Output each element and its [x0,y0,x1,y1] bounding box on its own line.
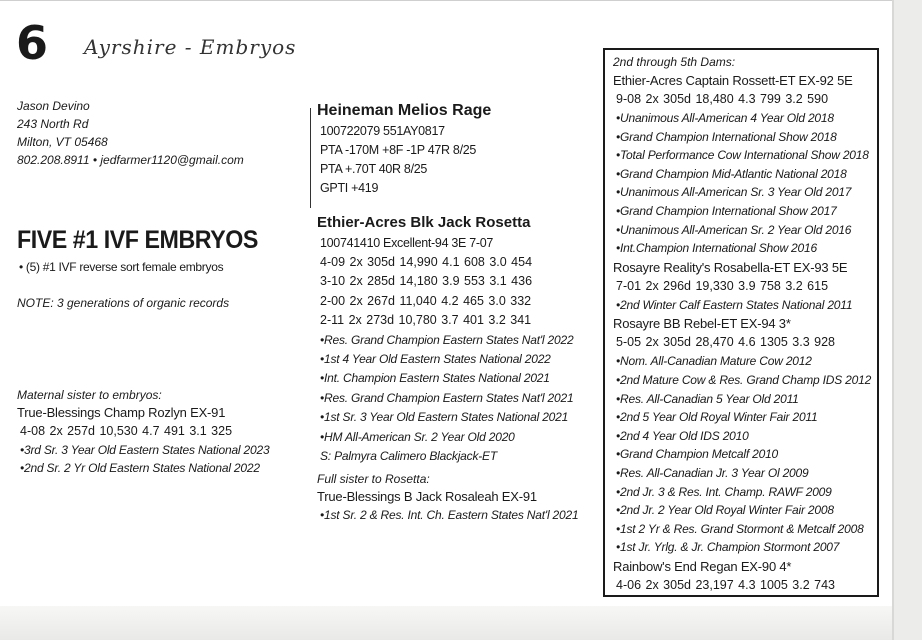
sire-info-line: PTA +.70T 40R 8/25 [320,162,428,176]
dam-4-honor: •2nd Jr. 3 & Res. Int. Champ. RAWF 2009 [616,484,832,499]
sire-info-line: GPTI +419 [320,181,379,195]
dam-2-honor: •Grand Champion International Show 2018 [616,129,837,144]
dam-4-honor: •Res. All-Canadian Jr. 3 Year Ol 2009 [616,465,809,480]
full-sister-block [317,471,578,524]
dams-box-caption: 2nd through 5th Dams: [613,55,736,69]
dam-3-record: 7-01 2x 296d 19,330 3.9 758 3.2 615 [616,278,829,293]
dam-4-honor: •1st 2 Yr & Res. Grand Stormont & Metcalf 2008 [616,521,864,536]
page-edge [892,0,894,640]
dam-4-honor: •Res. All-Canadian 5 Year Old 2011 [616,391,799,406]
consignor-address: 243 North Rd [17,117,89,131]
dam-honor: •HM All-American Sr. 2 Year Old 2020 [320,429,515,444]
consignor-contact: 802.208.8911 • jedfarmer1120@gmail.com [17,153,244,167]
page-bottom-shade [0,606,892,640]
dam-block [317,212,573,466]
consignor-block [17,97,244,169]
dam-5-name: Rainbow's End Regan EX-90 4* [613,558,792,574]
lot-number: 6 [16,16,48,70]
dam-5-record: 4-06 2x 305d 23,197 4.3 1005 3.2 743 [616,577,835,592]
sire-block [317,100,491,198]
dam-honor: •Res. Grand Champion Eastern States Nat'l 2021 [320,390,574,405]
maternal-sister-block [17,387,269,477]
offering-description: • (5) #1 IVF reverse sort female embryos [19,260,224,274]
offering-note: NOTE: 3 generations of organic records [17,296,230,310]
sire-info-line: 100722079 551AY0817 [320,124,445,138]
dam-3-honor: •2nd Winter Calf Eastern States National 2011 [616,297,853,312]
maternal-sister-record: 4-08 2x 257d 10,530 4.7 491 3.1 325 [20,424,233,438]
dam-record: 4-09 2x 305d 14,990 4.1 608 3.0 454 [320,255,533,269]
dam-2-honor: •Total Performance Cow International Show 2018 [616,148,869,163]
consignor-city: Milton, VT 05468 [17,135,108,149]
pedigree-divider [310,108,311,208]
dam-4-name: Rosayre BB Rebel-ET EX-94 3* [613,316,791,332]
dam-name: Ethier-Acres Blk Jack Rosetta [317,214,531,231]
dams-box [603,48,879,597]
dam-record: 2-00 2x 267d 11,040 4.2 465 3.0 332 [320,293,532,308]
dam-4-honor: •2nd 4 Year Old IDS 2010 [616,428,749,443]
offering-headline: FIVE #1 IVF EMBRYOS [17,226,258,254]
maternal-sister-honor: •2nd Sr. 2 Yr Old Eastern States National 2022 [20,461,260,475]
sire-info-line: PTA -170M +8F -1P 47R 8/25 [320,143,477,157]
dam-registration: 100741410 Excellent-94 3E 7-07 [320,236,494,250]
top-rule [0,0,892,1]
dam-record: 3-10 2x 285d 14,180 3.9 553 3.1 436 [320,274,533,289]
dam-honor: •1st Sr. 3 Year Old Eastern States National 2021 [320,410,569,425]
dam-2-honor: •Unanimous All-American Sr. 3 Year Old 2017 [616,185,852,200]
consignor-name: Jason Devino [17,99,90,113]
dam-record: 2-11 2x 273d 10,780 3.7 401 3.2 341 [320,313,532,328]
dam-2-record: 9-08 2x 305d 18,480 4.3 799 3.2 590 [616,92,829,106]
full-sister-name: True-Blessings B Jack Rosaleah EX-91 [317,489,537,504]
dam-2-honor: •Int.Champion International Show 2016 [616,241,817,256]
sire-name: Heineman Melios Rage [317,102,492,119]
dam-honor: •Int. Champion Eastern States National 2021 [320,371,550,386]
dam-2-honor: •Unanimous All-American 4 Year Old 2018 [616,111,834,125]
full-sister-honor: •1st Sr. 2 & Res. Int. Ch. Eastern States Nat'l 2021 [320,508,579,522]
dam-4-honor: •Nom. All-Canadian Mature Cow 2012 [616,354,812,369]
lot-title: Ayrshire - Embryos [84,35,297,59]
dam-4-honor: •Grand Champion Metcalf 2010 [616,447,779,462]
dam-4-honor: •2nd Mature Cow & Res. Grand Champ IDS 2012 [616,372,872,387]
dam-4-honor: •1st Jr. Yrlg. & Jr. Champion Stormont 2007 [616,540,840,555]
dam-2-honor: •Grand Champion International Show 2017 [616,203,837,218]
dam-4-record: 5-05 2x 305d 28,470 4.6 1305 3.3 928 [616,335,835,350]
maternal-sister-name: True-Blessings Champ Rozlyn EX-91 [17,405,226,420]
dam-2-name: Ethier-Acres Captain Rossett-ET EX-92 5E [613,73,853,88]
maternal-sister-caption: Maternal sister to embryos: [17,388,162,402]
dam-4-honor: •2nd Jr. 2 Year Old Royal Winter Fair 2008 [616,503,834,518]
dam-4-honor: •2nd 5 Year Old Royal Winter Fair 2011 [616,410,818,425]
dam-sire-line: S: Palmyra Calimero Blackjack-ET [320,449,497,464]
dam-2-honor: •Grand Champion Mid-Atlantic National 2018 [616,166,847,181]
maternal-sister-honor: •3rd Sr. 3 Year Old Eastern States National 2023 [20,443,270,457]
dam-3-name: Rosayre Reality's Rosabella-ET EX-93 5E [613,259,848,275]
dam-honor: •Res. Grand Champion Eastern States Nat'l 2022 [320,332,574,347]
full-sister-caption: Full sister to Rosetta: [317,472,430,486]
dam-2-honor: •Unanimous All-American Sr. 2 Year Old 2016 [616,222,852,237]
dam-honor: •1st 4 Year Old Eastern States National 2022 [320,352,551,367]
